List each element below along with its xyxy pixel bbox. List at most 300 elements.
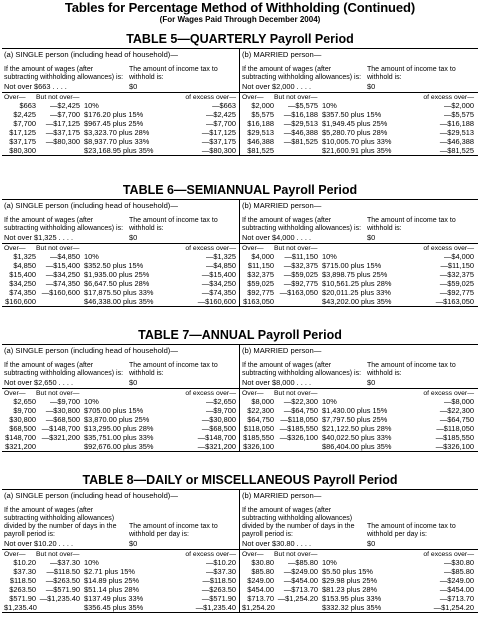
bracket-over: $321,200 [5,442,36,451]
not-over-row [4,82,237,92]
bracket-not-over: —$321,200 [41,433,80,442]
bracket-not-over: —$9,700 [50,397,80,406]
bracket-not-over: —$118.50 [46,567,80,576]
page-title: Tables for Percentage Method of Withholding (Continued) [64,0,416,15]
bracket-row [242,137,476,146]
bracket-row [4,567,237,576]
bracket-not-over [36,146,80,155]
bracket-over: $263.50 [9,585,36,594]
withholding-table [2,328,478,452]
not-over-amount: Not over $1,325 . . . . [4,233,74,242]
bracket-column-headers [2,388,239,397]
tax-withhold-text: The amount of income tax to withhold is: [129,66,218,81]
bracket-not-over: —$34,250 [45,270,80,279]
married-column-heading: (b) MARRIED person— [242,346,322,355]
bracket-not-over: —$7,700 [50,110,80,119]
bracket-over: $32,375 [247,270,274,279]
bracket-row [4,585,237,594]
bracket-excess-over: —$263.50 [201,585,236,594]
bracket-excess-over: —$11,150 [440,261,474,270]
bracket-over: $571.90 [9,594,36,603]
bracket-not-over: —$16,188 [283,110,318,119]
over-header: Over— [242,94,264,101]
bracket-excess-over: —$32,375 [439,270,474,279]
bracket-row [242,261,476,270]
but-not-over-header: But not over— [274,245,318,252]
bracket-not-over: —$5,575 [288,101,318,110]
bracket-tax: $35,751.00 plus 33% [84,433,154,442]
bracket-not-over [36,297,80,306]
wages-condition-text: If the amount of wages (after subtracting withholding allowances) divided by the number of days in the payroll period is: [242,507,355,538]
bracket-row [242,119,476,128]
bracket-row [242,101,476,110]
not-over-tax: $0 [367,539,376,548]
table-body [2,344,478,452]
over-header: Over— [242,245,264,252]
bracket-tax: 10% [84,252,99,261]
bracket-over: $29,513 [247,128,274,137]
bracket-excess-over: —$29,513 [439,128,474,137]
bracket-over: $59,025 [247,279,274,288]
bracket-excess-over: —$37.30 [206,567,236,576]
withholding-table [2,473,478,613]
bracket-over: $118.50 [9,576,36,585]
bracket-over: $80,300 [9,146,36,155]
bracket-over: $8,000 [251,397,274,406]
bracket-over: $454.00 [247,585,274,594]
bracket-row [4,252,237,261]
married-person-column [240,49,478,155]
bracket-over: $81,525 [247,146,274,155]
bracket-row [4,279,237,288]
bracket-column-headers [240,243,478,252]
bracket-not-over: —$22,300 [283,397,318,406]
bracket-excess-over: —$713.70 [439,594,474,603]
bracket-tax: 10% [322,252,337,261]
bracket-not-over: —$59,025 [283,270,318,279]
bracket-not-over [274,297,318,306]
not-over-row [242,539,476,549]
tax-withhold-text: The amount of income tax to withhold is: [129,362,218,377]
married-column-heading: (b) MARRIED person— [242,201,322,210]
bracket-over: $30.80 [251,558,274,567]
bracket-row [242,279,476,288]
not-over-amount: Not over $2,000 . . . . [242,82,312,91]
bracket-column-headers [2,243,239,252]
bracket-tax: $20,011.25 plus 33% [322,288,391,297]
bracket-excess-over: —$16,188 [439,119,474,128]
bracket-tax: $43,202.00 plus 35% [322,297,392,306]
bracket-column-headers [2,549,239,558]
but-not-over-header: But not over— [274,551,318,558]
wages-condition-text: If the amount of wages (after subtracting withholding allowances) is: [242,66,362,81]
not-over-tax: $0 [367,82,376,91]
but-not-over-header: But not over— [274,390,318,397]
table-body [2,48,478,156]
of-excess-header: of excess over— [185,94,236,101]
bracket-excess-over: —$22,300 [439,406,474,415]
single-person-column [2,49,240,155]
bracket-tax: $10,561.25 plus 28% [322,279,392,288]
bracket-over: $10.20 [13,558,36,567]
bracket-row [4,137,237,146]
wages-condition-text: If the amount of wages (after subtracting withholding allowances) divided by the number of days in the payroll period is: [4,507,117,538]
tax-withhold-text: The amount of income tax to withhold per day is: [129,523,218,538]
bracket-row [242,424,476,433]
wages-condition-text: If the amount of wages (after subtracting withholding allowances) is: [4,362,124,377]
over-header: Over— [242,390,264,397]
table-body [2,489,478,613]
bracket-not-over: —$2,425 [50,101,80,110]
bracket-not-over: —$160,600 [41,288,80,297]
bracket-intro [242,501,476,539]
bracket-not-over: —$74,350 [45,279,80,288]
bracket-not-over [36,603,80,612]
bracket-not-over [274,442,318,451]
bracket-tax: $5,280.70 plus 28% [322,128,388,137]
bracket-not-over: —$15,400 [45,261,80,270]
bracket-row [242,415,476,424]
bracket-over: $4,850 [13,261,36,270]
not-over-tax: $0 [367,233,376,242]
but-not-over-header: But not over— [36,390,80,397]
bracket-tax: $46,338.00 plus 35% [84,297,154,306]
bracket-row [4,415,237,424]
bracket-not-over: —$326,100 [279,433,318,442]
bracket-over: $74,350 [9,288,36,297]
of-excess-header: of excess over— [185,551,236,558]
bracket-tax: $357.50 plus 15% [322,110,382,119]
bracket-excess-over: —$9,700 [206,406,236,415]
bracket-tax: $21,122.50 plus 28% [322,424,392,433]
tax-withhold-text: The amount of income tax to withhold per day is: [367,523,456,538]
bracket-excess-over: —$663 [212,101,236,110]
bracket-intro [4,501,237,539]
bracket-tax: $17,875.50 plus 33% [84,288,154,297]
bracket-not-over: —$1,254.20 [277,594,318,603]
bracket-intro [242,60,476,82]
bracket-tax: $967.45 plus 25% [84,119,144,128]
married-person-column [240,490,478,612]
bracket-excess-over: —$92,775 [439,288,474,297]
header-spacer [334,550,407,558]
bracket-tax: 10% [322,101,337,110]
bracket-not-over: —$1,235.40 [39,594,80,603]
bracket-over: $2,425 [13,110,36,119]
bracket-excess-over: —$10.20 [206,558,236,567]
bracket-not-over: —$37,175 [45,128,80,137]
bracket-row [242,603,476,612]
bracket-over: $17,125 [9,128,36,137]
bracket-tax: $6,647.50 plus 28% [84,279,150,288]
bracket-column-headers [240,549,478,558]
not-over-row [4,539,237,549]
bracket-row [4,603,237,612]
bracket-excess-over: —$8,000 [444,397,474,406]
bracket-excess-over: —$64,750 [439,415,474,424]
bracket-not-over: —$80,300 [45,137,80,146]
bracket-row [4,558,237,567]
bracket-tax: $352.50 plus 15% [84,261,144,270]
bracket-tax: $176.20 plus 15% [84,110,144,119]
not-over-amount: Not over $4,000 . . . . [242,233,312,242]
bracket-not-over: —$163,050 [279,288,318,297]
single-person-column [2,490,240,612]
bracket-tax: $3,898.75 plus 25% [322,270,388,279]
bracket-not-over [36,442,80,451]
bracket-tax: $3,323.70 plus 28% [84,128,150,137]
bracket-tax: $1,935.00 plus 25% [84,270,150,279]
bracket-over: $46,388 [247,137,274,146]
bracket-row [242,297,476,306]
bracket-over: $185,550 [243,433,274,442]
bracket-excess-over: —$17,125 [201,128,236,137]
bracket-row [4,288,237,297]
over-header: Over— [4,245,26,252]
not-over-amount: Not over $2,650 . . . . [4,378,74,387]
bracket-excess-over: —$2,000 [444,101,474,110]
bracket-tax: $81.23 plus 28% [322,585,378,594]
but-not-over-header: But not over— [36,94,80,101]
bracket-row [4,119,237,128]
bracket-not-over: —$81,525 [283,137,318,146]
bracket-over: $9,700 [13,406,36,415]
bracket-intro [4,356,237,378]
bracket-row [242,567,476,576]
over-header: Over— [4,390,26,397]
bracket-tax: $5.50 plus 15% [322,567,373,576]
bracket-row [242,288,476,297]
bracket-excess-over: —$163,050 [435,297,474,306]
bracket-excess-over: —$68,500 [201,424,236,433]
married-person-column [240,200,478,306]
bracket-over: $1,235.40 [4,603,37,612]
bracket-column-headers [240,92,478,101]
bracket-excess-over: —$160,600 [197,297,236,306]
of-excess-header: of excess over— [185,245,236,252]
bracket-excess-over: —$7,700 [206,119,236,128]
bracket-over: $118,050 [243,424,274,433]
single-column-heading: (a) SINGLE person (including head of household)— [4,491,178,500]
bracket-excess-over: —$59,025 [439,279,474,288]
bracket-intro [242,356,476,378]
bracket-row [242,576,476,585]
bracket-over: $2,650 [13,397,36,406]
bracket-excess-over: —$2,425 [206,110,236,119]
married-person-column [240,345,478,451]
not-over-tax: $0 [129,233,138,242]
bracket-intro [242,211,476,233]
bracket-excess-over: —$454.00 [439,585,474,594]
not-over-amount: Not over $10.20 . . . . [4,539,74,548]
bracket-tax: 10% [322,397,337,406]
table-heading: TABLE 6—SEMIANNUAL Payroll Period [122,183,358,197]
bracket-excess-over: —$321,200 [197,442,236,451]
bracket-over: $64,750 [247,415,274,424]
bracket-excess-over: —$80,300 [201,146,236,155]
bracket-not-over [274,146,318,155]
but-not-over-header: But not over— [274,94,318,101]
table-body [2,199,478,307]
bracket-tax: $86,404.00 plus 35% [322,442,392,451]
not-over-amount: Not over $8,000 . . . . [242,378,312,387]
bracket-row [242,442,476,451]
bracket-not-over: —$29,513 [283,119,318,128]
bracket-tax: $10,005.70 plus 33% [322,137,392,146]
married-column-heading: (b) MARRIED person— [242,50,322,59]
bracket-tax: $8,937.70 plus 33% [84,137,150,146]
but-not-over-header: But not over— [36,245,80,252]
but-not-over-header: But not over— [36,551,80,558]
bracket-excess-over: —$1,254.20 [433,603,474,612]
bracket-over: $249.00 [247,576,274,585]
bracket-tax: $40,022.50 plus 33% [322,433,392,442]
single-column-heading: (a) SINGLE person (including head of household)— [4,346,178,355]
over-header: Over— [4,94,26,101]
not-over-tax: $0 [367,378,376,387]
bracket-row [242,252,476,261]
bracket-over: $92,775 [247,288,274,297]
bracket-tax: $7,797.50 plus 25% [322,415,388,424]
of-excess-header: of excess over— [423,245,474,252]
bracket-not-over: —$30,800 [45,406,80,415]
bracket-row [242,128,476,137]
not-over-row [242,233,476,243]
of-excess-header: of excess over— [423,551,474,558]
wages-condition-text: If the amount of wages (after subtracting withholding allowances) is: [4,217,124,232]
bracket-over: $30,800 [9,415,36,424]
bracket-tax: 10% [84,101,99,110]
bracket-over: $15,400 [9,270,36,279]
bracket-tax: $13,295.00 plus 28% [84,424,154,433]
bracket-tax: $137.49 plus 33% [84,594,144,603]
bracket-row [242,433,476,442]
of-excess-header: of excess over— [423,390,474,397]
not-over-tax: $0 [129,539,138,548]
table-heading: TABLE 5—QUARTERLY Payroll Period [126,32,354,46]
bracket-over: $4,000 [251,252,274,261]
bracket-not-over: —$454.00 [283,576,318,585]
bracket-excess-over: —$85.80 [444,567,474,576]
bracket-excess-over: —$34,250 [201,279,236,288]
bracket-row [242,110,476,119]
bracket-not-over: —$17,125 [45,119,80,128]
not-over-row [242,82,476,92]
not-over-amount: Not over $663 . . . . [4,82,67,91]
bracket-excess-over: —$249.00 [439,576,474,585]
over-header: Over— [4,551,26,558]
bracket-tax: $1,949.45 plus 25% [322,119,388,128]
not-over-tax: $0 [129,378,138,387]
tax-withhold-text: The amount of income tax to withhold is: [367,362,456,377]
bracket-over: $22,300 [247,406,274,415]
bracket-over: $85.80 [251,567,274,576]
bracket-not-over: —$68,500 [45,415,80,424]
bracket-row [242,146,476,155]
bracket-tax: $21,600.91 plus 35% [322,146,392,155]
married-column-heading: (b) MARRIED person— [242,491,322,500]
bracket-excess-over: —$148,700 [197,433,236,442]
bracket-excess-over: —$4,000 [444,252,474,261]
bracket-tax: $3,870.00 plus 25% [84,415,150,424]
bracket-not-over: —$571.90 [45,585,80,594]
table-heading: TABLE 7—ANNUAL Payroll Period [138,328,342,342]
bracket-not-over: —$32,375 [283,261,318,270]
bracket-over: $163,050 [243,297,274,306]
bracket-row [242,406,476,415]
bracket-over: $5,575 [251,110,274,119]
header-spacer [96,389,169,397]
wages-condition-text: If the amount of wages (after subtracting withholding allowances) is: [242,362,362,377]
page-subtitle: (For Wages Paid Through December 2004) [159,15,321,24]
table-heading: TABLE 8—DAILY or MISCELLANEOUS Payroll Period [82,473,398,487]
tax-withhold-text: The amount of income tax to withhold is: [129,217,218,232]
bracket-row [4,442,237,451]
not-over-tax: $0 [129,82,138,91]
bracket-excess-over: —$37,175 [201,137,236,146]
bracket-row [4,270,237,279]
header-spacer [96,93,169,101]
bracket-excess-over: —$2,650 [206,397,236,406]
bracket-over: $37.30 [13,567,36,576]
bracket-tax: $29.98 plus 25% [322,576,378,585]
bracket-over: $2,000 [251,101,274,110]
bracket-row [4,397,237,406]
header-spacer [334,93,407,101]
bracket-not-over: —$4,850 [50,252,80,261]
over-header: Over— [242,551,264,558]
not-over-row [4,233,237,243]
header-spacer [96,244,169,252]
bracket-tax: $1,430.00 plus 15% [322,406,388,415]
bracket-over: $148,700 [5,433,36,442]
bracket-not-over: —$118,050 [280,415,318,424]
bracket-row [242,558,476,567]
bracket-tax: $153.95 plus 33% [322,594,382,603]
bracket-not-over: —$148,700 [41,424,80,433]
bracket-tax: 10% [84,558,99,567]
bracket-not-over: —$46,388 [283,128,318,137]
bracket-over: $663 [19,101,36,110]
bracket-excess-over: —$118.50 [202,576,236,585]
not-over-row [4,378,237,388]
bracket-excess-over: —$1,325 [206,252,236,261]
bracket-not-over: —$64,750 [283,406,318,415]
bracket-excess-over: —$118,050 [436,424,474,433]
bracket-excess-over: —$185,550 [435,433,474,442]
bracket-not-over: —$249.00 [283,567,318,576]
bracket-not-over: —$37.30 [50,558,80,567]
single-column-heading: (a) SINGLE person (including head of household)— [4,201,178,210]
bracket-excess-over: —$81,525 [439,146,474,155]
bracket-excess-over: —$326,100 [435,442,474,451]
bracket-tax: 10% [322,558,337,567]
header-spacer [334,244,407,252]
bracket-row [242,594,476,603]
not-over-amount: Not over $30.80 . . . . [242,539,312,548]
bracket-over: $16,188 [247,119,274,128]
bracket-column-headers [2,92,239,101]
bracket-row [4,110,237,119]
bracket-row [242,397,476,406]
bracket-tax: 10% [84,397,99,406]
bracket-over: $1,325 [13,252,36,261]
bracket-excess-over: —$30,800 [201,415,236,424]
tax-withhold-text: The amount of income tax to withhold is: [367,66,456,81]
bracket-excess-over: —$4,850 [206,261,236,270]
single-person-column [2,345,240,451]
bracket-over: $68,500 [9,424,36,433]
